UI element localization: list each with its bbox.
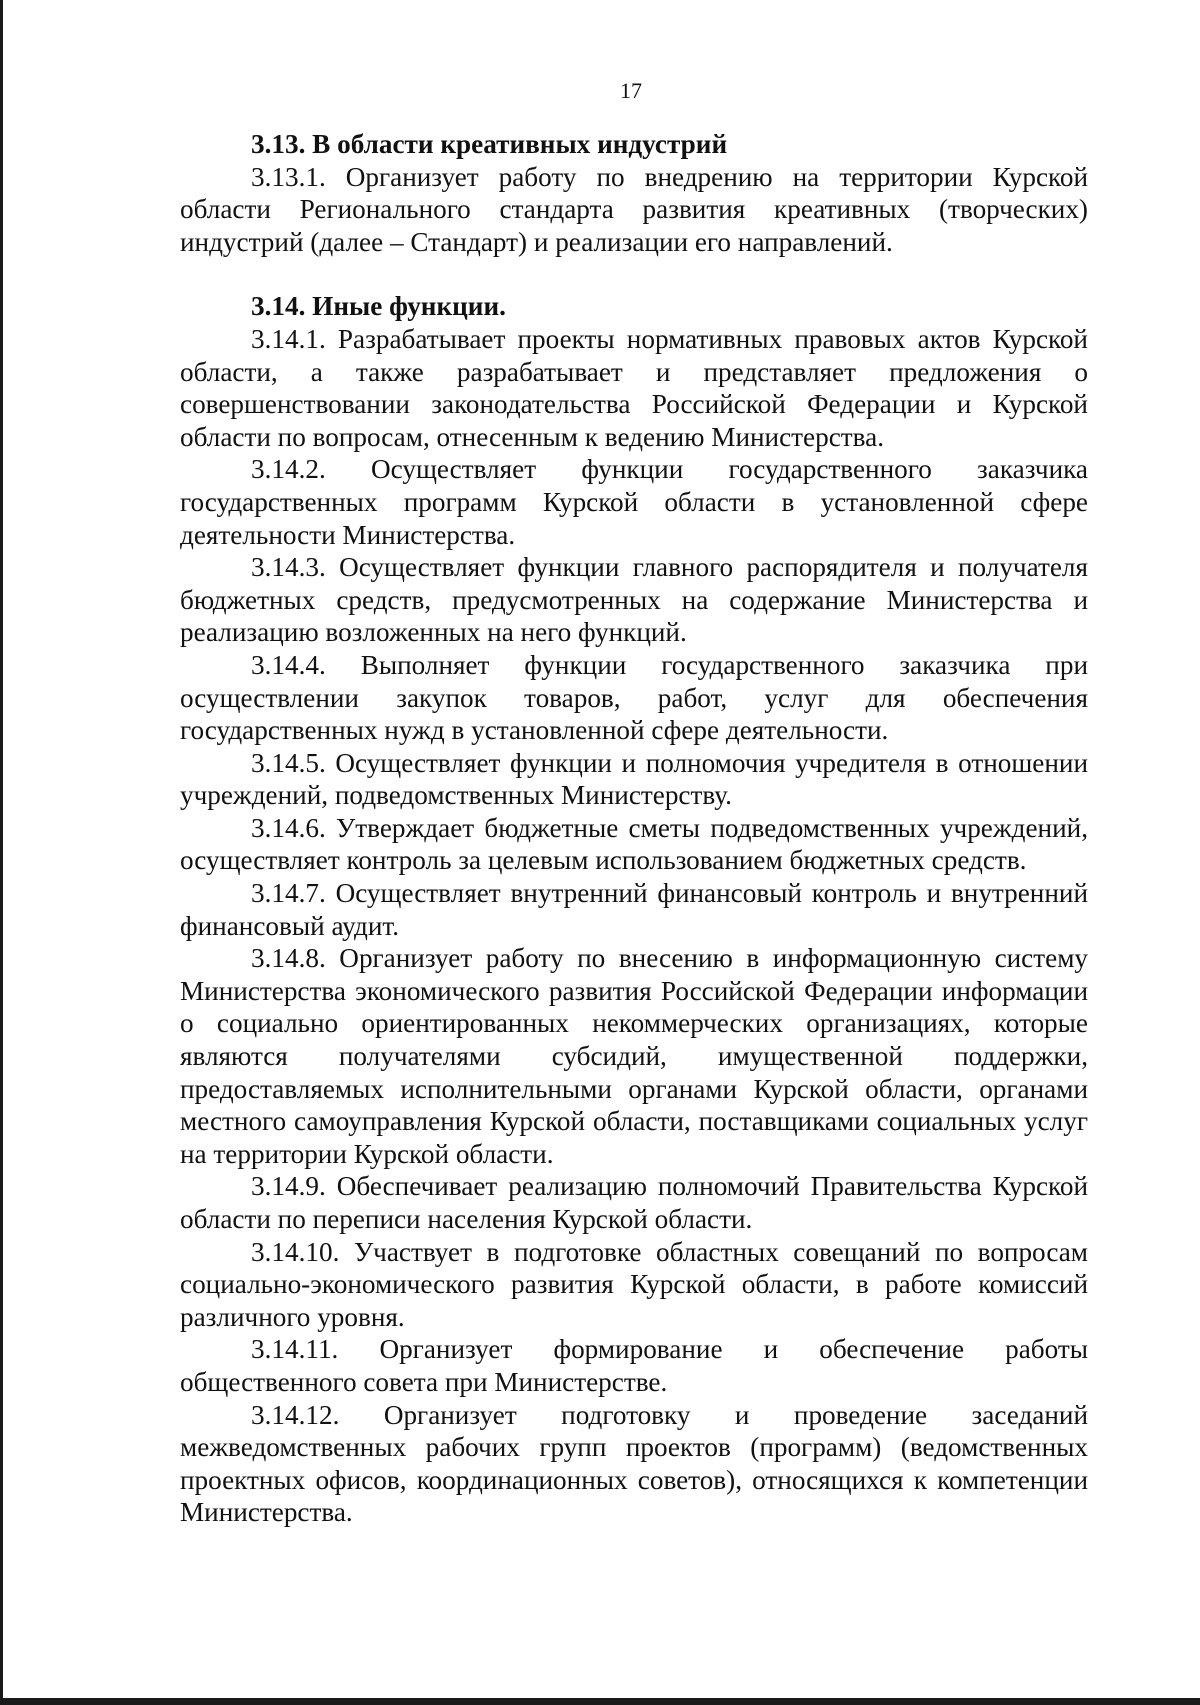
- paragraph: 3.14.1. Разрабатывает проекты нормативных правовых актов Курской области, а также разрабатывает и представляет предложения о совершенствовании законодательства Российской Федерации и Курской области по вопросам, отнесенным к ведению Министерства.: [180, 323, 1088, 452]
- paragraph: 3.14.11. Организует формирование и обеспечение работы общественного совета при Министерстве.: [180, 1334, 1088, 1397]
- paragraph: 3.14.8. Организует работу по внесению в информационную систему Министерства экономического развития Российской Федерации информации о социально ориентированных некоммерческих организациях, которые являются получателями субсидий, имущественной поддержки, предоставляемых исполнительными органами Курской области, органами местного самоуправления Курской области, поставщиками социальных услуг на территории Курской области.: [180, 943, 1088, 1169]
- section-heading: 3.13. В области креативных индустрий: [251, 129, 728, 159]
- paragraph: 3.14.3. Осуществляет функции главного распорядителя и получателя бюджетных средств, предусмотренных на содержание Министерства и реализацию возложенных на него функций.: [180, 552, 1088, 648]
- paragraph: 3.14.4. Выполняет функции государственного заказчика при осуществлении закупок товаров, работ, услуг для обеспечения государственных нужд в установленной сфере деятельности.: [180, 649, 1088, 746]
- paragraph: 3.14.5. Осуществляет функции и полномочия учредителя в отношении учреждений, подведомственных Министерству.: [180, 747, 1088, 811]
- paragraph: 3.14.10. Участвует в подготовке областных совещаний по вопросам социально-экономического развития Курской области, в работе комиссий различного уровня.: [180, 1236, 1088, 1332]
- page-number: 17: [620, 78, 642, 103]
- section-gap: [180, 258, 1088, 290]
- scan-edge-bottom: [0, 1698, 1200, 1705]
- paragraph: 3.14.12. Организует подготовку и проведение заседаний межведомственных рабочих групп проектов (программ) (ведомственных проектных офисов, координационных советов), относящихся к компетенции Министерства.: [180, 1399, 1088, 1528]
- paragraph: 3.14.9. Обеспечивает реализацию полномочий Правительства Курской области по переписи населения Курской области.: [180, 1171, 1088, 1234]
- paragraph: 3.13.1. Организует работу по внедрению на территории Курской области Регионального стандарта развития креативных (творческих) индустрий (далее – Стандарт) и реализации его направлений.: [180, 161, 1088, 257]
- document-body: [180, 128, 1088, 1529]
- paragraph: 3.14.2. Осуществляет функции государственного заказчика государственных программ Курской области в установленной сфере деятельности Министерства.: [180, 454, 1088, 550]
- section-heading: 3.14. Иные функции.: [251, 291, 506, 322]
- paragraph: 3.14.6. Утверждает бюджетные сметы подведомственных учреждений, осуществляет контроль за целевым использованием бюджетных средств.: [180, 812, 1088, 876]
- paragraph: 3.14.7. Осуществляет внутренний финансовый контроль и внутренний финансовый аудит.: [180, 878, 1088, 941]
- scan-edge-left: [0, 0, 3, 1705]
